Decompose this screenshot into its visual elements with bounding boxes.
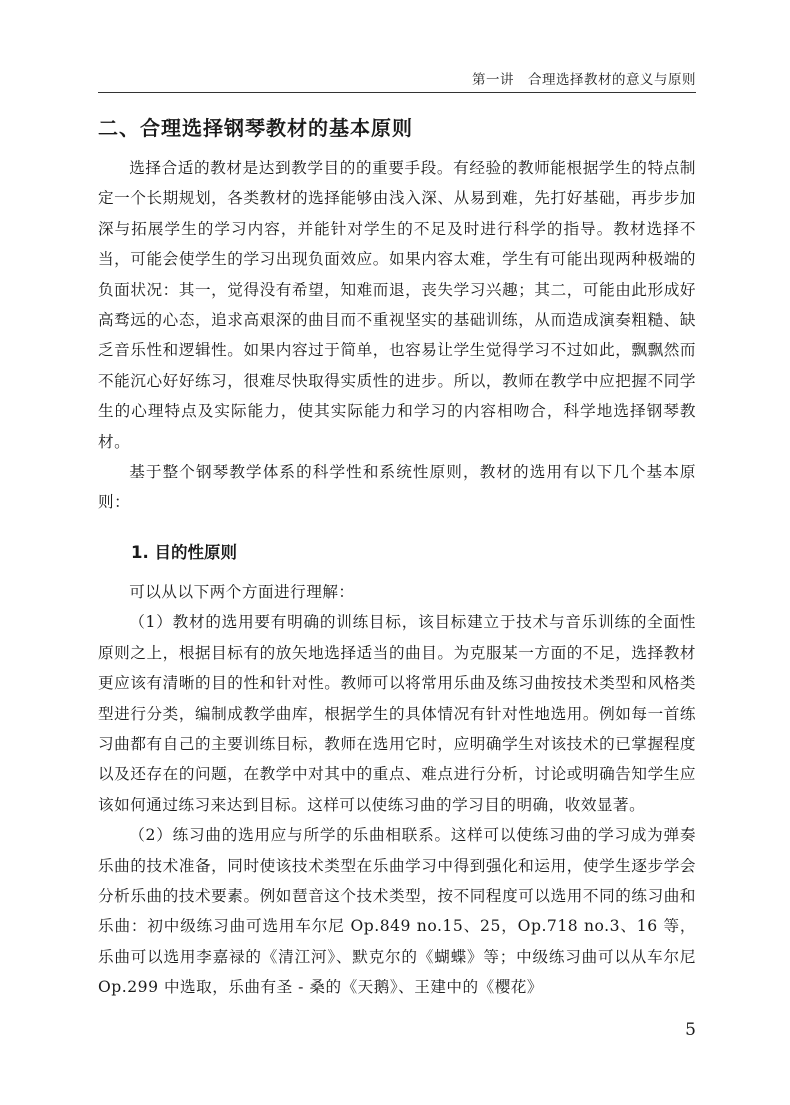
- page-number: 5: [685, 1020, 696, 1040]
- page-content: [98, 112, 696, 1003]
- paragraph-aspects-lead: 可以从以下两个方面进行理解：: [129, 582, 355, 601]
- subsection-title: 1. 目的性原则: [131, 542, 237, 562]
- header-rule: [98, 92, 696, 93]
- paragraph-intro: 选择合适的教材是达到教学目的的重要手段。有经验的教师能根据学生的特点制定一个长期规划，各类教材的选择能够由浅入深、从易到难，先打好基础，再步步加深与拓展学生的学习内容，并能针对学生的不足及时进行科学的指导。教材选择不当，可能会使学生的学习出现负面效应。如果内容太难，学生有可能出现两种极端的负面状况：其一，觉得没有希望，知难而退，丧失学习兴趣；其二，可能由此形成好高骛远的心态，追求高艰深的曲目而不重视坚实的基础训练，从而造成演奏粗糙、缺乏音乐性和逻辑性。如果内容过于简单，也容易让学生觉得学习不过如此，飘飘然而不能沉心好好练习，很难尽快取得实质性的进步。所以，教师在教学中应把握不同学生的心理特点及实际能力，使其实际能力和学习的内容相吻合，科学地选择钢琴教材。: [98, 159, 696, 451]
- running-header: 第一讲 合理选择教材的意义与原则: [472, 72, 696, 88]
- section-title: 二、合理选择钢琴教材的基本原则: [98, 116, 413, 140]
- paragraph-point-1: （1）教材的选用要有明确的训练目标，该目标建立于技术与音乐训练的全面性原则之上，根据目标有的放矢地选择适当的曲目。为克服某一方面的不足，选择教材更应该有清晰的目的性和针对性。教师可以将常用乐曲及练习曲按技术类型和风格类型进行分类，编制成教学曲库，根据学生的具体情况有针对性地选用。例如每一首练习曲都有自己的主要训练目标，教师在选用它时，应明确学生对该技术的已掌握程度以及还存在的问题，在教学中对其中的重点、难点进行分析，讨论或明确告知学生应该如何通过练习来达到目标。这样可以使练习曲的学习目的明确，收效显著。: [98, 613, 696, 814]
- paragraph-point-2: （2）练习曲的选用应与所学的乐曲相联系。这样可以使练习曲的学习成为弹奏乐曲的技术准备，同时使该技术类型在乐曲学习中得到强化和运用，使学生逐步学会分析乐曲的技术要素。例如琶音这个技术类型，按不同程度可以选用不同的练习曲和乐曲：初中级练习曲可选用车尔尼 Op.849 no.15、25，Op.718 no.3、16 等，乐曲可以选用李嘉禄的《清江河》、默克尔的《蝴蝶》等；中级练习曲可以从车尔尼 Op.299 中选取，乐曲有圣 - 桑的《天鹅》、王建中的《樱花》: [98, 826, 696, 997]
- paragraph-principles-lead: 基于整个钢琴教学体系的科学性和系统性原则，教材的选用有以下几个基本原则：: [98, 463, 696, 512]
